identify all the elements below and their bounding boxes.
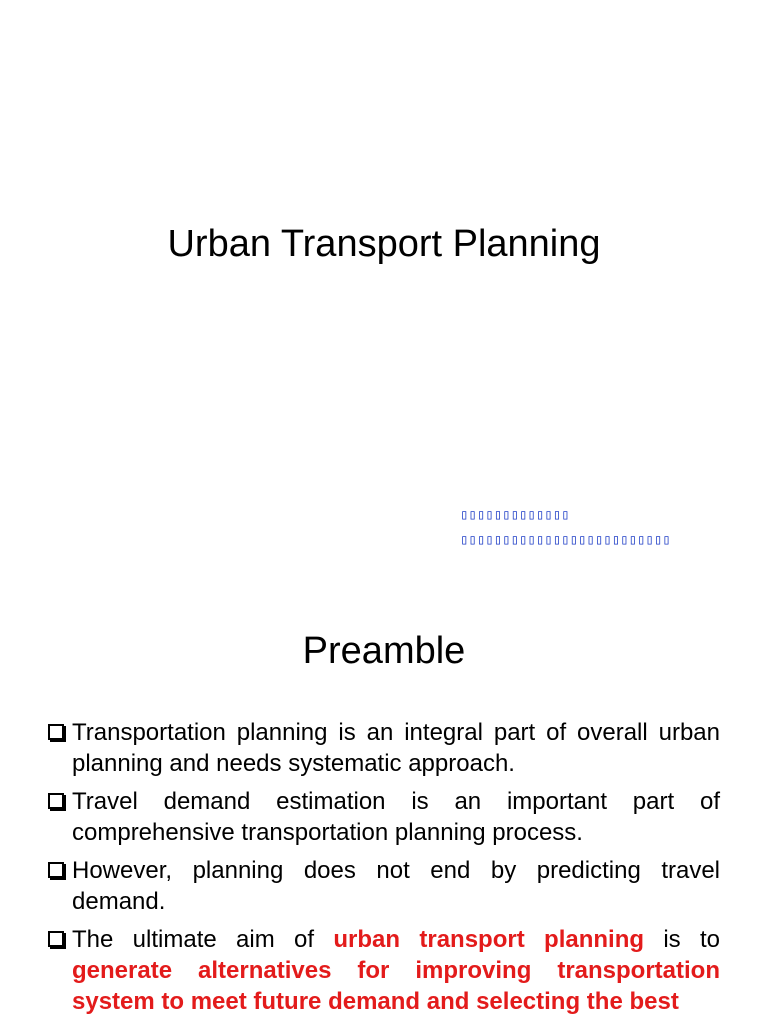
bullet-text-part: The ultimate aim of <box>72 926 334 953</box>
bullet-item <box>46 924 720 1017</box>
bullet-item <box>46 786 720 848</box>
bullet-text: Transportation planning is an integral part of overall urban planning and needs systematic approach. <box>72 719 720 777</box>
slide-heading: Preamble <box>302 630 466 672</box>
highlight-text: generate alternatives for improving transportation system to meet future demand and selecting the best <box>72 957 720 1015</box>
slide-subtitle <box>460 503 671 553</box>
bullet-item <box>46 717 720 779</box>
subtitle-line-1: ▯▯▯▯▯▯▯▯▯▯▯▯▯ <box>460 507 570 523</box>
square-bullet-icon <box>48 931 64 947</box>
bullet-text: However, planning does not end by predicting travel demand. <box>72 857 720 915</box>
bullet-list <box>46 717 720 1024</box>
bullet-text: Travel demand estimation is an important part of comprehensive transportation planning process. <box>72 788 720 846</box>
bullet-item <box>46 855 720 917</box>
slide-preamble <box>0 600 768 1024</box>
slide-title-text: Urban Transport Planning <box>167 223 601 265</box>
subtitle-line-2: ▯▯▯▯▯▯▯▯▯▯▯▯▯▯▯▯▯▯▯▯▯▯▯▯▯ <box>460 532 671 548</box>
square-bullet-icon <box>48 793 64 809</box>
bullet-text-part: is to <box>644 926 721 953</box>
square-bullet-icon <box>48 724 64 740</box>
highlight-text: urban transport planning <box>333 926 645 953</box>
square-bullet-icon <box>48 862 64 878</box>
